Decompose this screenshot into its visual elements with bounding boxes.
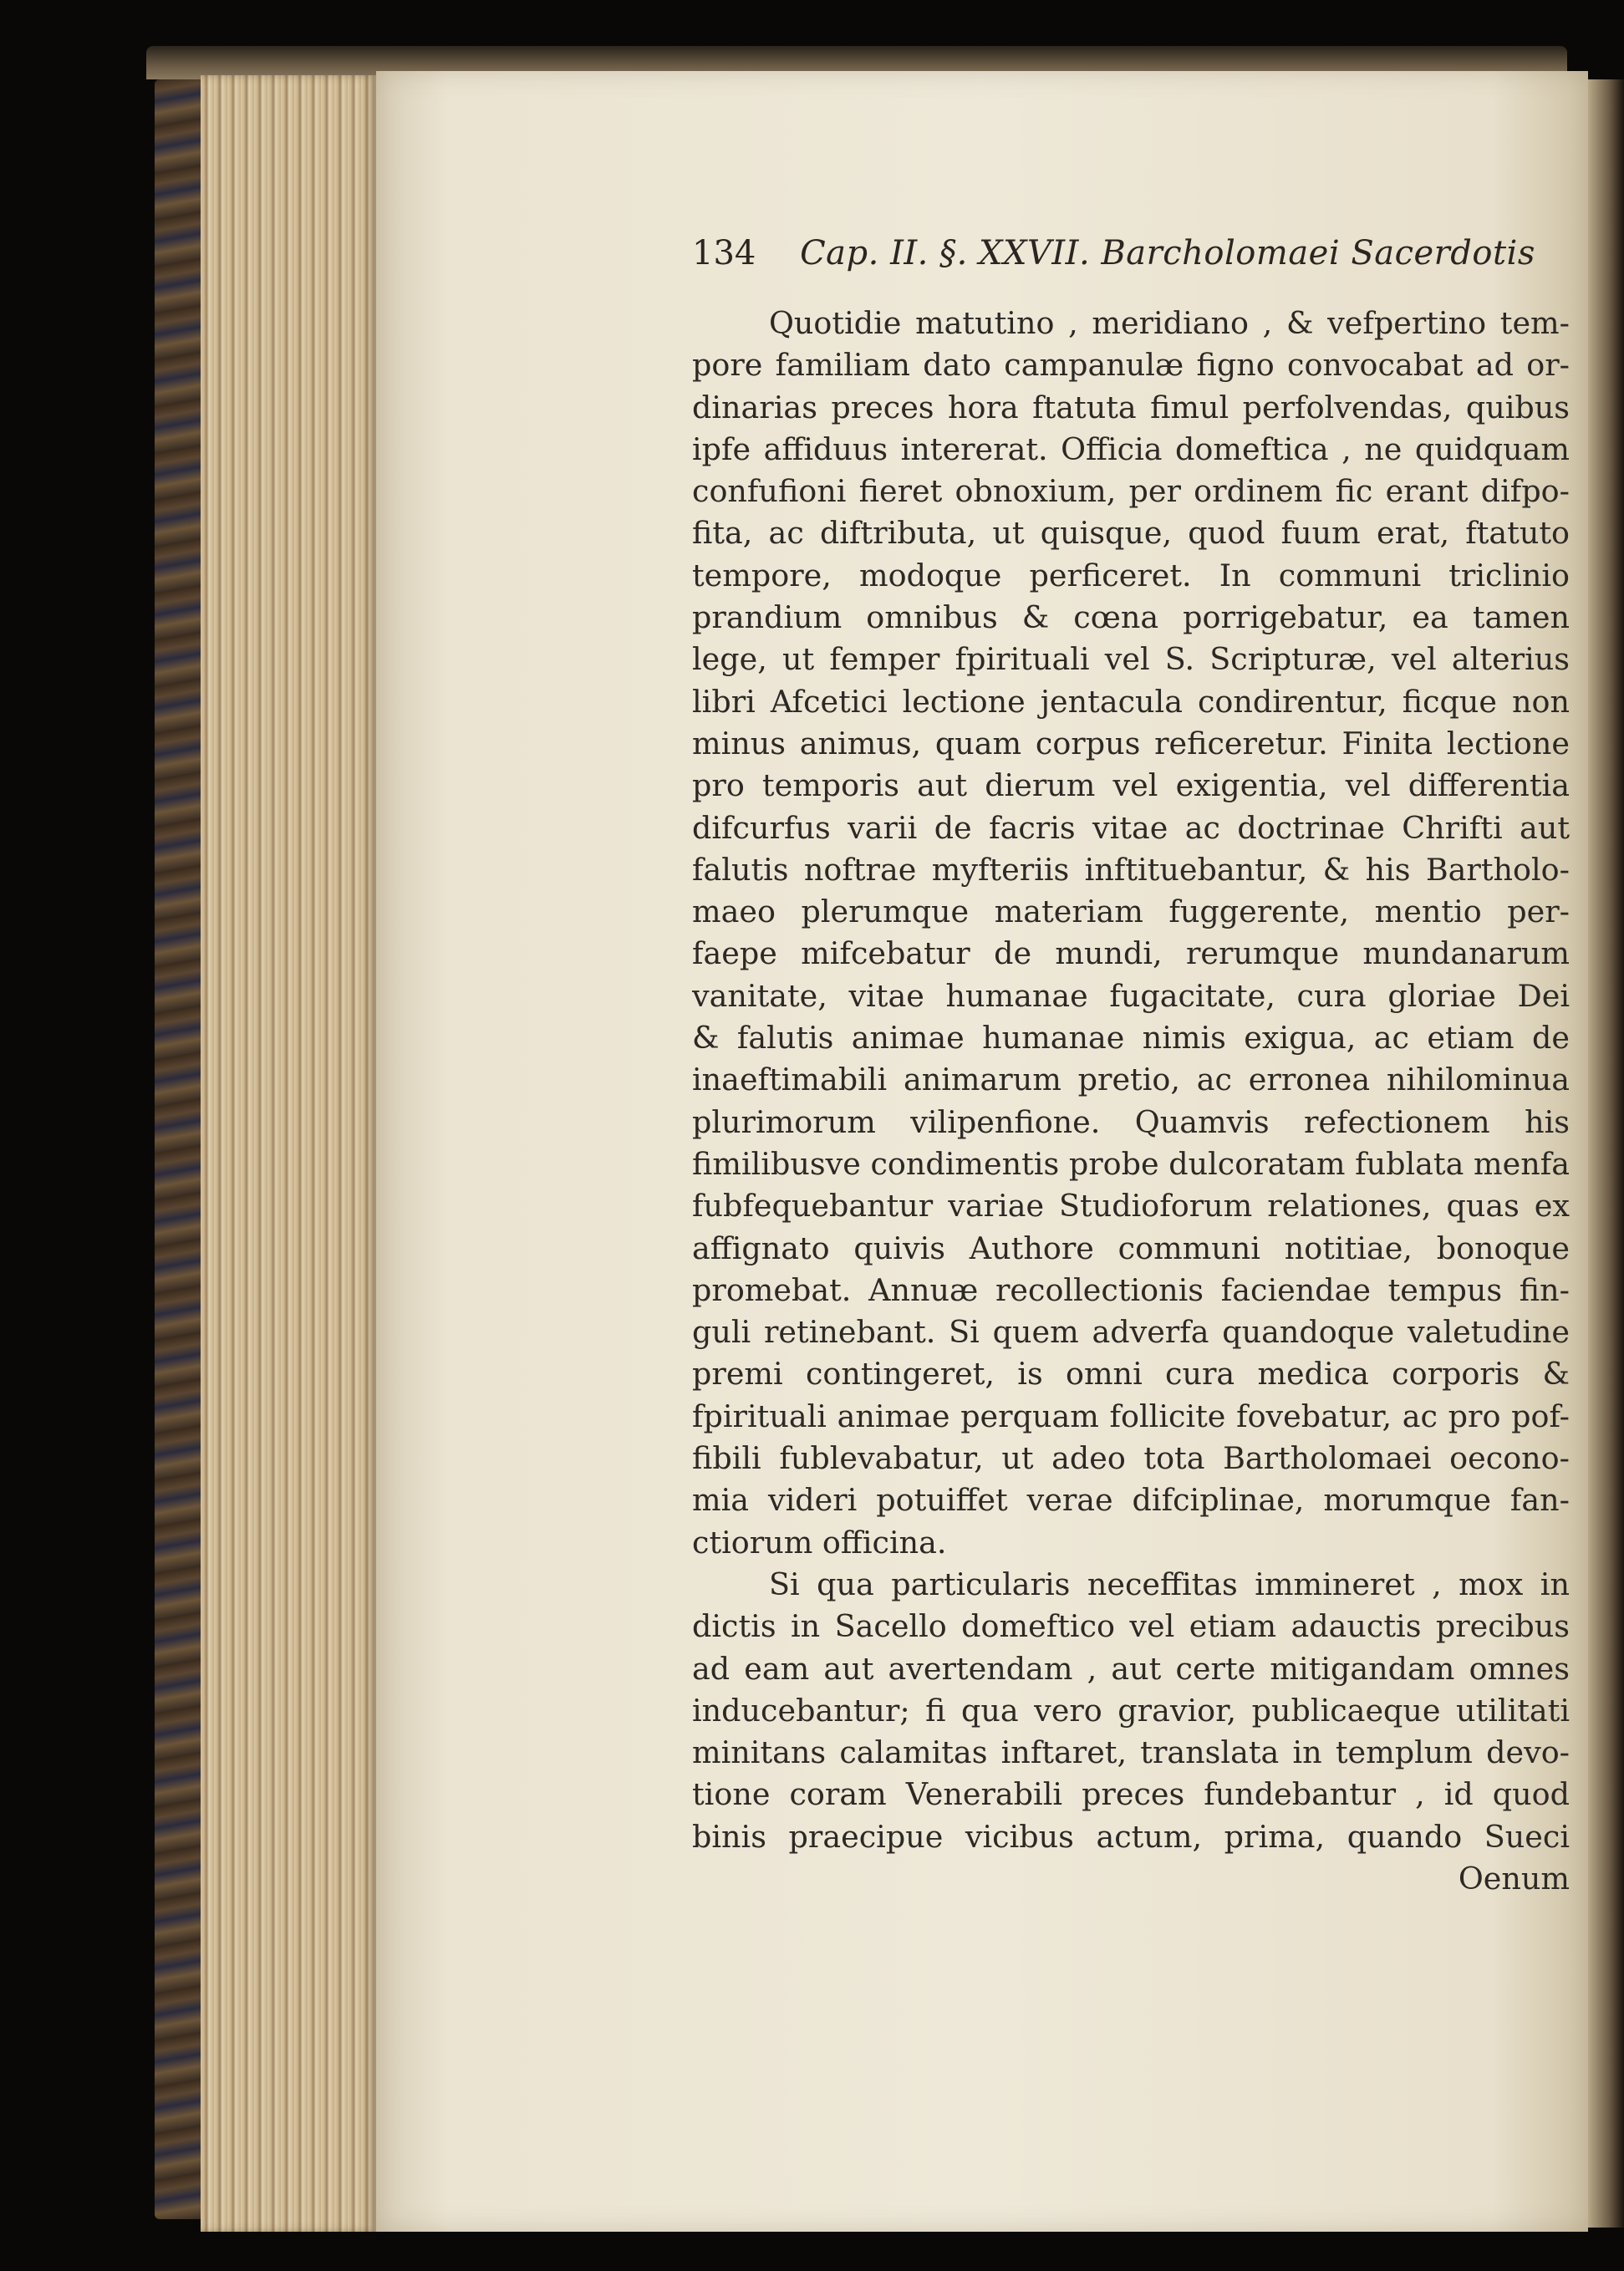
text-line: affignato quivis Authore communi notitiae, bonoque (692, 1230, 1570, 1266)
text-line: dictis in Sacello domeftico vel etiam adauctis precibus (692, 1608, 1570, 1645)
body-text (692, 303, 1570, 1900)
text-line: ipfe affiduus intererat. Officia domeftica , ne quidquam (692, 430, 1570, 467)
text-line: promebat. Annuæ recollectionis faciendae tempus fin- (692, 1271, 1570, 1308)
page-number: 134 (692, 234, 756, 272)
text-line: inaeftimabili animarum pretio, ac erronea nihilominua (692, 1062, 1570, 1098)
text-line: fibili fublevabatur, ut adeo tota Bartholomaei oecono- (692, 1440, 1570, 1477)
marbled-cover (155, 79, 203, 2219)
text-line: inducebantur; fi qua vero gravior, publicaeque utilitati (692, 1692, 1570, 1729)
book-spine-gutter (1588, 79, 1624, 2228)
text-line: plurimorum vilipenfione. Quamvis refectionem his (692, 1103, 1570, 1140)
text-line: dinarias preces hora ftatuta fimul perfolvendas, quibus (692, 389, 1570, 425)
text-line: maeo plerumque materiam fuggerente, mentio per- (692, 894, 1570, 930)
text-line: & falutis animae humanae nimis exigua, ac etiam de (692, 1020, 1570, 1057)
text-line: fubfequebantur variae Studioforum relationes, quas ex (692, 1188, 1570, 1225)
text-line: binis praecipue vicibus actum, prima, quando Sueci (692, 1818, 1570, 1855)
text-line: falutis noftrae myfteriis inftituebantur, & his Bartholo- (692, 851, 1570, 888)
text-line: libri Afcetici lectione jentacula condirentur, ficque non (692, 683, 1570, 720)
text-line: lege, ut femper fpirituali vel S. Scripturæ, vel alterius (692, 641, 1570, 678)
text-line: pro temporis aut dierum vel exigentia, vel differentia (692, 767, 1570, 804)
text-line: faepe mifcebatur de mundi, rerumque mundanarum (692, 935, 1570, 972)
text-line: mia videri potuiffet verae difciplinae, morumque fan- (692, 1482, 1570, 1519)
text-line: fita, ac diftributa, ut quisque, quod fuum erat, ftatuto (692, 515, 1570, 552)
text-line: guli retinebant. Si quem adverfa quandoque valetudine (692, 1314, 1570, 1351)
text-line: Si qua particularis neceffitas immineret , mox in (769, 1566, 1570, 1602)
text-line: vanitate, vitae humanae fugacitate, cura gloriae Dei (692, 977, 1570, 1014)
text-line: fpirituali animae perquam follicite fovebatur, ac pro pof- (692, 1398, 1570, 1434)
text-line: minus animus, quam corpus reficeretur. Finita lectione (692, 725, 1570, 761)
text-line: tempore, modoque perficeret. In communi triclinio (692, 557, 1570, 593)
running-title: Cap. II. §. XXVII. Barcholomaei Sacerdotis (800, 234, 1535, 272)
catchword: Oenum (1458, 1860, 1570, 1897)
text-line: pore familiam dato campanulæ figno convocabat ad or- (692, 347, 1570, 384)
text-line: prandium omnibus & cœna porrigebatur, ea tamen (692, 599, 1570, 636)
running-header (692, 234, 1557, 284)
text-line: fimilibusve condimentis probe dulcoratam fublata menfa (692, 1145, 1570, 1182)
text-line: confufioni fieret obnoxium, per ordinem fic erant difpo- (692, 473, 1570, 510)
text-line: ad eam aut avertendam , aut certe mitigandam omnes (692, 1650, 1570, 1687)
text-line: premi contingeret, is omni cura medica corporis & (692, 1356, 1570, 1393)
text-line: Quotidie matutino , meridiano , & vefpertino tem- (769, 305, 1570, 341)
text-line: difcurfus varii de facris vitae ac doctrinae Chrifti aut (692, 809, 1570, 846)
text-line: ctiorum officina. (692, 1524, 947, 1561)
page-edges (201, 75, 376, 2232)
text-line: tione coram Venerabili preces fundebantur , id quod (692, 1776, 1570, 1813)
text-line: minitans calamitas inftaret, translata in templum devo- (692, 1734, 1570, 1771)
